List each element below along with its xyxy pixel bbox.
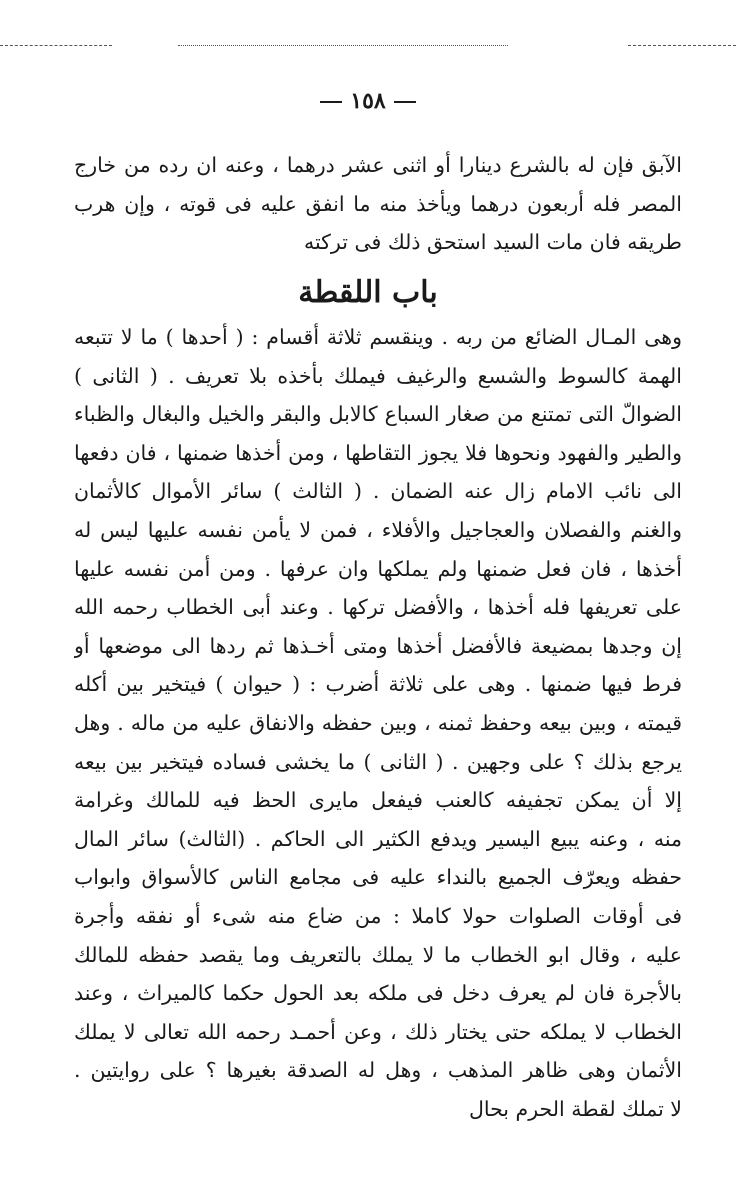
page-number-dash-left bbox=[320, 101, 342, 103]
text-line: إن وجدها بمضيعة فالأفضل أخذها ومتى أخـذها ثم ردها الى موضعها أو bbox=[74, 633, 682, 658]
intro-paragraph bbox=[74, 146, 682, 262]
text-line: والغنم والفصلان والعجاجيل والأفلاء ، فمن لا يأمن نفسه عليها ليس له bbox=[74, 517, 682, 542]
section-title: باب اللقطة bbox=[298, 275, 438, 310]
text-line: فرط فيها ضمنها . وهى على ثلاثة أضرب : ( حيوان ) فيتخير بين أكله bbox=[74, 672, 682, 697]
text-line: على تعريفها فله أخذها ، والأفضل تركها . وعند أبى الخطاب رحمه الله bbox=[74, 595, 682, 620]
text-line: الهمة كالسوط والشسع والرغيف فيملك بأخذه بلا تعريف . ( الثانى ) bbox=[74, 363, 682, 388]
page-number-header bbox=[0, 88, 736, 114]
text-line: والطير والفهود ونحوها فلا يجوز التقاطها ، ومن أخذها ضمنها ، فان دفعها bbox=[74, 440, 682, 465]
top-rule-middle bbox=[178, 45, 508, 46]
text-line: طريقه فان مات السيد استحق ذلك فى تركته bbox=[304, 230, 682, 255]
text-line: منه ، وعنه يبيع اليسير ويدفع الكثير الى الحاكم . (الثالث) سائر المال bbox=[74, 826, 682, 851]
top-rule-left bbox=[0, 45, 112, 46]
text-line: المصر فله أربعون درهما ويأخذ منه ما انفق عليه فى قوته ، وإن هرب bbox=[74, 191, 682, 216]
page-number: ١٥٨ bbox=[350, 88, 386, 114]
text-line: وهى المـال الضائع من ربه . وينقسم ثلاثة أقسام : ( أحدها ) ما لا تتبعه bbox=[74, 325, 682, 349]
text-line: الى نائب الامام زال عنه الضمان . ( الثالث ) سائر الأموال كالأثمان bbox=[74, 479, 682, 504]
text-line: الآبق فإن له بالشرع دينارا أو اثنى عشر درهما ، وعنه ان رده من خارج bbox=[74, 153, 682, 177]
page-number-dash-right bbox=[394, 101, 416, 103]
text-line: بالأجرة فان لم يعرف دخل فى ملكه بعد الحول حكما كالميراث ، وعند bbox=[74, 981, 682, 1006]
text-line: يرجع بذلك ؟ على وجهين . ( الثانى ) ما يخشى فساده فيتخير بين بيعه bbox=[74, 749, 682, 774]
text-line: قيمته ، وبين بيعه وحفظ ثمنه ، وبين حفظه والانفاق عليه من ماله . وهل bbox=[74, 710, 682, 735]
text-line: الخطاب لا يملكه حتى يختار ذلك ، وعن أحمـد رحمه الله تعالى لا يملك bbox=[74, 1019, 682, 1044]
text-line: إلا أن يمكن تجفيفه كالعنب فيفعل مايرى الحظ فيه للمالك وغرامة bbox=[74, 788, 682, 813]
text-line: الضوالّ التى تمتنع من صغار السباع كالابل والبقر والخيل والبغال والظباء bbox=[74, 402, 682, 427]
text-line: الأثمان وهى ظاهر المذهب ، وهل له الصدقة بغيرها ؟ على روايتين . bbox=[74, 1058, 682, 1083]
text-line: حفظه ويعرّف الجميع بالنداء عليه فى مجامع الناس كالأسواق وابواب bbox=[74, 865, 682, 890]
text-line: عليه ، وقال ابو الخطاب ما لا يملك بالتعريف وما يقصد حفظه للمالك bbox=[74, 942, 682, 967]
text-line: أخذها ، فان فعل ضمنها ولم يملكها وان عرفها . ومن أمن نفسه عليها bbox=[74, 556, 682, 581]
text-line: فى أوقات الصلوات حولا كاملا : من ضاع منه شىء أو نفقه وأجرة bbox=[74, 903, 682, 928]
top-rule-right bbox=[628, 45, 736, 46]
text-line: لا تملك لقطة الحرم بحال bbox=[468, 1096, 682, 1121]
body-paragraph bbox=[74, 318, 682, 1128]
